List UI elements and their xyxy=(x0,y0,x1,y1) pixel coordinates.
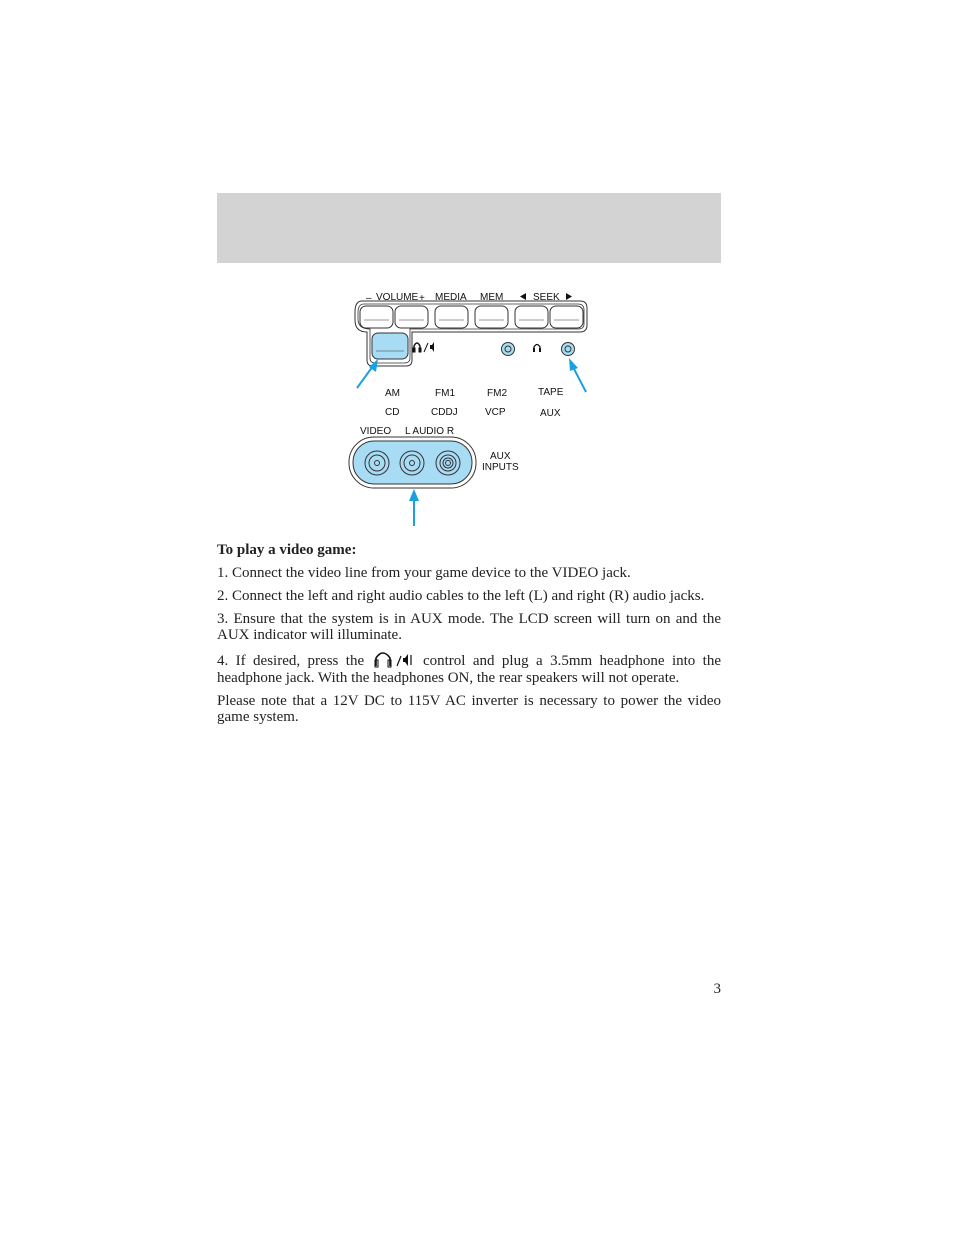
aux-pointer-arrow xyxy=(409,489,419,526)
step-4-end: control and plug a 3.5mm headphone into the headphone jack. With the headphones ON, the rear speakers will not operate. xyxy=(217,653,722,686)
headphone-speaker-button[interactable] xyxy=(372,333,408,359)
video-jack[interactable] xyxy=(365,451,389,475)
step-3: 3. Ensure that the system is in AUX mode. The LCD screen will turn on and the AUX indicator will illuminate. xyxy=(217,610,721,643)
seek-up-button[interactable] xyxy=(550,306,583,328)
seek-right-arrow-icon xyxy=(566,293,572,300)
mode-label-vcp: VCP xyxy=(485,407,506,418)
mem-label: MEM xyxy=(480,292,504,303)
mem-button[interactable] xyxy=(475,306,508,328)
mode-label-am: AM xyxy=(385,388,400,399)
mode-label-fm1: FM1 xyxy=(435,388,455,399)
mode-label-cddj: CDDJ xyxy=(431,407,458,418)
volume-minus-label: – xyxy=(366,293,372,304)
headphone-speaker-inline-icon xyxy=(372,650,416,668)
headphone-icon xyxy=(533,345,541,353)
headphone-jack-right[interactable] xyxy=(562,343,575,356)
video-jack-label: VIDEO xyxy=(360,426,392,437)
volume-label: VOLUME xyxy=(376,292,419,303)
headphone-speaker-icon xyxy=(413,342,434,352)
step-1: 1. Connect the video line from your game device to the VIDEO jack. xyxy=(217,564,631,581)
mode-label-cd: CD xyxy=(385,407,400,418)
step-2: 2. Connect the left and right audio cables to the left (L) and right (R) audio jacks. xyxy=(217,587,705,604)
step-4-start: 4. If desired, press the xyxy=(217,653,365,669)
jack-pointer-arrow xyxy=(569,358,586,392)
seek-left-arrow-icon xyxy=(520,293,526,300)
seek-label: SEEK xyxy=(533,292,560,303)
mode-label-aux: AUX xyxy=(540,408,561,419)
instructions xyxy=(217,542,721,732)
aux-inputs-label-line1: AUX xyxy=(490,451,511,462)
section-heading: To play a video game: xyxy=(217,542,357,558)
headphone-jack-left[interactable] xyxy=(502,343,515,356)
step-4 xyxy=(217,650,721,686)
volume-up-button[interactable] xyxy=(395,306,428,328)
radio-aux-diagram xyxy=(340,282,600,532)
audio-left-jack[interactable] xyxy=(400,451,424,475)
inverter-note: Please note that a 12V DC to 115V AC inverter is necessary to power the video game system. xyxy=(217,692,721,725)
audio-jacks-label: L AUDIO R xyxy=(405,426,455,437)
header-band xyxy=(217,193,721,263)
volume-plus-label: + xyxy=(419,293,425,304)
page-number: 3 xyxy=(713,981,721,997)
mode-label-tape: TAPE xyxy=(538,387,564,398)
seek-down-button[interactable] xyxy=(515,306,548,328)
audio-right-jack[interactable] xyxy=(436,451,460,475)
mode-label-fm2: FM2 xyxy=(487,388,507,399)
media-label: MEDIA xyxy=(435,292,467,303)
aux-inputs-label-line2: INPUTS xyxy=(482,462,519,473)
volume-down-button[interactable] xyxy=(360,306,393,328)
media-button[interactable] xyxy=(435,306,468,328)
